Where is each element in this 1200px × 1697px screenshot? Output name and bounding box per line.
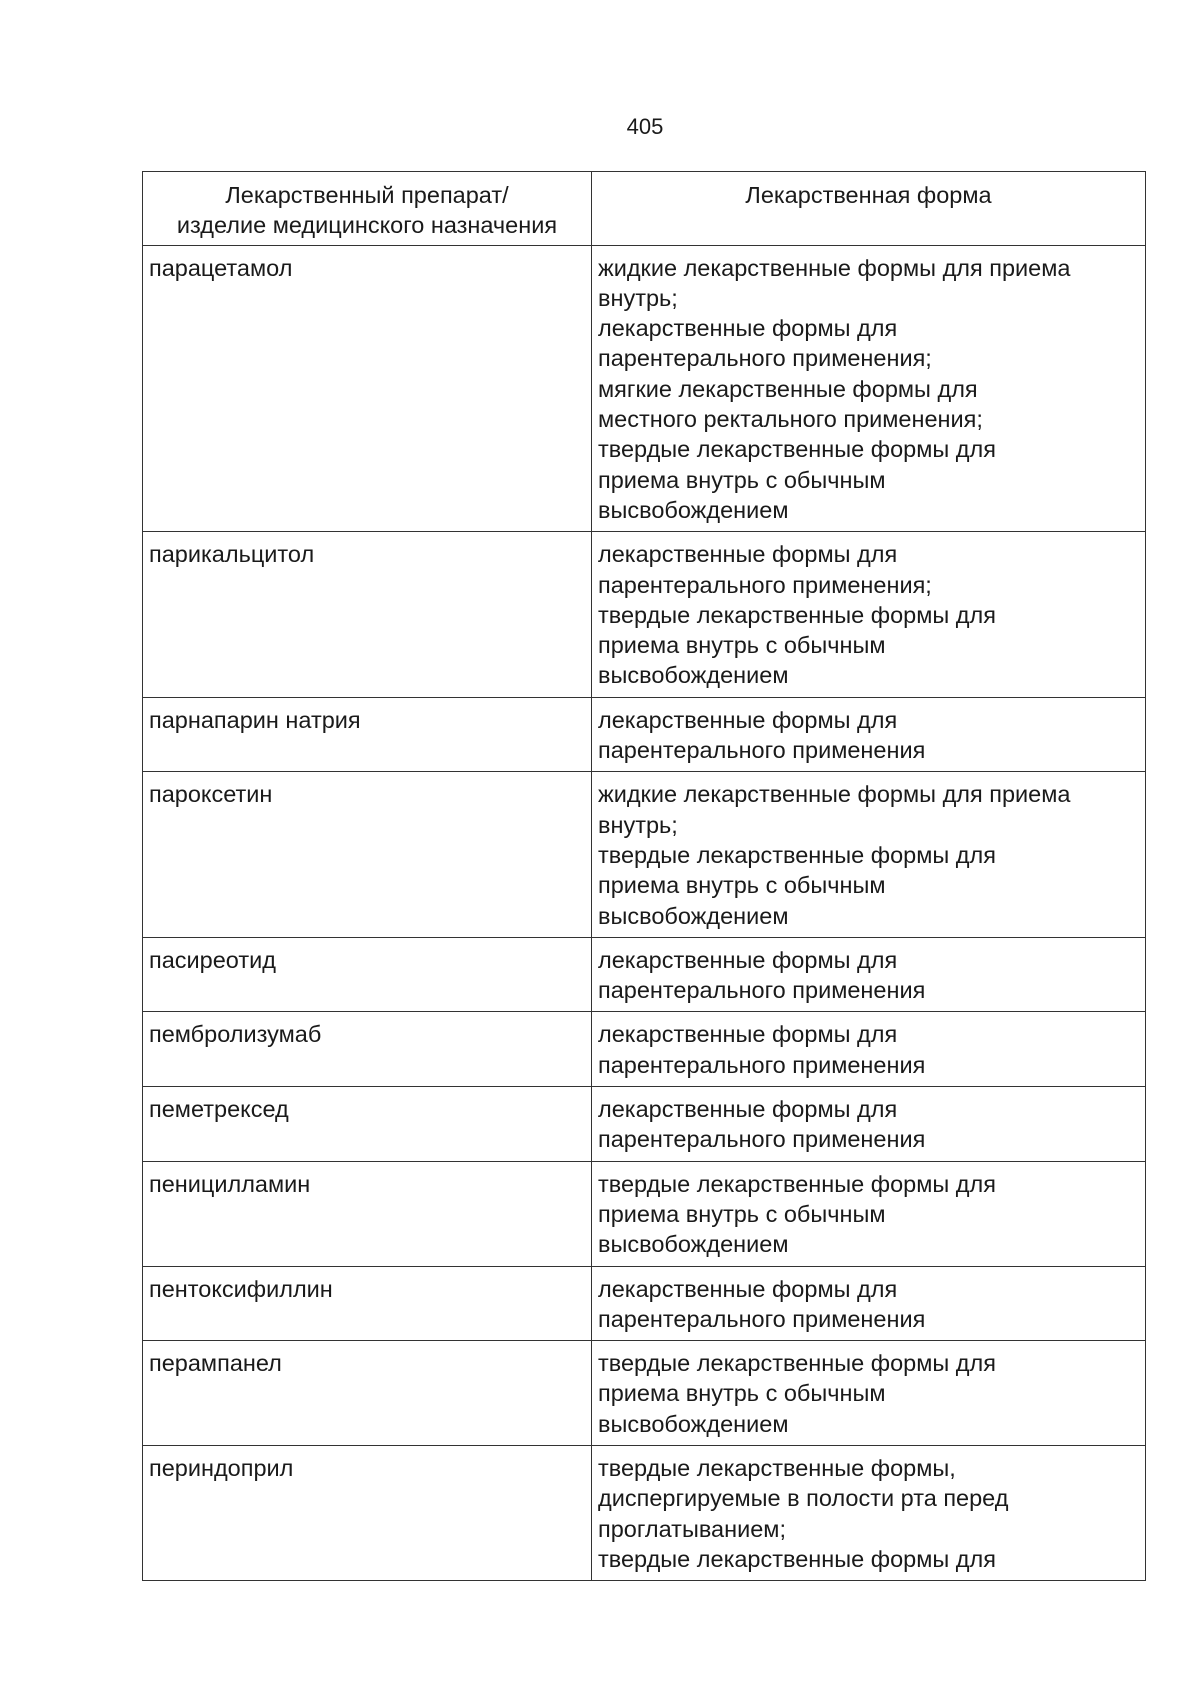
- dosage-form-line: лекарственные формы для: [598, 1275, 898, 1302]
- column-header-drug: [143, 172, 592, 246]
- dosage-form-cell: [592, 937, 1146, 1012]
- dosage-form-line: твердые лекарственные формы для: [598, 436, 996, 463]
- dosage-form-line: внутрь;: [598, 811, 678, 838]
- drug-name-cell: парикальцитол: [143, 532, 592, 697]
- table-row: [143, 1341, 1146, 1446]
- dosage-form-cell: [592, 1445, 1146, 1580]
- dosage-form-line: парентерального применения: [598, 1305, 926, 1332]
- drug-name-cell: пеницилламин: [143, 1161, 592, 1266]
- table-row: [143, 532, 1146, 697]
- drug-name-cell: перампанел: [143, 1341, 592, 1446]
- dosage-form-line: жидкие лекарственные формы для приема: [598, 254, 1071, 281]
- table-row: [143, 937, 1146, 1012]
- dosage-form-cell: [592, 697, 1146, 772]
- dosage-form-line: парентерального применения: [598, 1126, 926, 1153]
- dosage-form-line: парентерального применения;: [598, 571, 932, 598]
- table-row: [143, 1012, 1146, 1087]
- dosage-form-line: лекарственные формы для: [598, 541, 898, 568]
- dosage-form-line: приема внутрь с обычным: [598, 466, 886, 493]
- column-header-drug-line1: Лекарственный препарат/: [225, 182, 509, 208]
- dosage-form-line: твердые лекарственные формы для: [598, 1170, 996, 1197]
- drug-name-cell: пентоксифиллин: [143, 1266, 592, 1341]
- dosage-form-cell: [592, 245, 1146, 532]
- dosage-form-cell: [592, 1161, 1146, 1266]
- dosage-form-line: лекарственные формы для: [598, 1021, 898, 1048]
- dosage-form-line: высвобождением: [598, 1410, 789, 1437]
- dosage-form-line: приема внутрь с обычным: [598, 1200, 886, 1227]
- dosage-form-line: парентерального применения: [598, 737, 926, 764]
- dosage-form-line: парентерального применения: [598, 977, 926, 1004]
- dosage-form-line: высвобождением: [598, 902, 789, 929]
- dosage-form-line: приема внутрь с обычным: [598, 632, 886, 659]
- dosage-form-cell: [592, 1087, 1146, 1162]
- table-header: [143, 172, 1146, 246]
- dosage-form-line: твердые лекарственные формы для: [598, 1545, 996, 1572]
- table-row: [143, 1087, 1146, 1162]
- drug-forms-table: [142, 171, 1146, 1581]
- dosage-form-line: высвобождением: [598, 662, 789, 689]
- page-number: 405: [626, 114, 664, 139]
- dosage-form-cell: [592, 1341, 1146, 1446]
- table-row: [143, 1161, 1146, 1266]
- dosage-form-line: лекарственные формы для: [598, 946, 898, 973]
- drug-name-cell: парнапарин натрия: [143, 697, 592, 772]
- dosage-form-line: твердые лекарственные формы для: [598, 1350, 996, 1377]
- dosage-form-line: парентерального применения: [598, 1051, 926, 1078]
- drug-name-cell: периндоприл: [143, 1445, 592, 1580]
- dosage-form-cell: [592, 1266, 1146, 1341]
- dosage-form-line: парентерального применения;: [598, 345, 932, 372]
- dosage-form-line: лекарственные формы для: [598, 706, 898, 733]
- column-header-form: Лекарственная форма: [592, 172, 1146, 246]
- dosage-form-line: жидкие лекарственные формы для приема: [598, 781, 1071, 808]
- drug-name-cell: пеметрексед: [143, 1087, 592, 1162]
- dosage-form-line: приема внутрь с обычным: [598, 1380, 886, 1407]
- table-row: [143, 772, 1146, 937]
- table-body: [143, 245, 1146, 1581]
- dosage-form-cell: [592, 1012, 1146, 1087]
- drug-name-cell: пароксетин: [143, 772, 592, 937]
- dosage-form-line: проглатыванием;: [598, 1515, 786, 1542]
- dosage-form-cell: [592, 772, 1146, 937]
- table-header-row: [143, 172, 1146, 246]
- drug-name-cell: пембролизумаб: [143, 1012, 592, 1087]
- dosage-form-line: диспергируемые в полости рта перед: [598, 1485, 1009, 1512]
- dosage-form-line: высвобождением: [598, 496, 789, 523]
- dosage-form-cell: [592, 532, 1146, 697]
- dosage-form-line: лекарственные формы для: [598, 1096, 898, 1123]
- dosage-form-line: приема внутрь с обычным: [598, 872, 886, 899]
- table-row: [143, 1445, 1146, 1580]
- dosage-form-line: высвобождением: [598, 1231, 789, 1258]
- drug-name-cell: парацетамол: [143, 245, 592, 532]
- dosage-form-line: лекарственные формы для: [598, 315, 898, 342]
- dosage-form-line: твердые лекарственные формы для: [598, 841, 996, 868]
- drug-name-cell: пасиреотид: [143, 937, 592, 1012]
- column-header-drug-line2: изделие медицинского назначения: [176, 212, 558, 239]
- dosage-form-line: местного ректального применения;: [598, 406, 983, 433]
- table-row: [143, 1266, 1146, 1341]
- dosage-form-line: твердые лекарственные формы,: [598, 1454, 956, 1481]
- dosage-form-line: мягкие лекарственные формы для: [598, 375, 978, 402]
- dosage-form-line: внутрь;: [598, 284, 678, 311]
- table-row: [143, 245, 1146, 532]
- table-row: [143, 697, 1146, 772]
- dosage-form-line: твердые лекарственные формы для: [598, 601, 996, 628]
